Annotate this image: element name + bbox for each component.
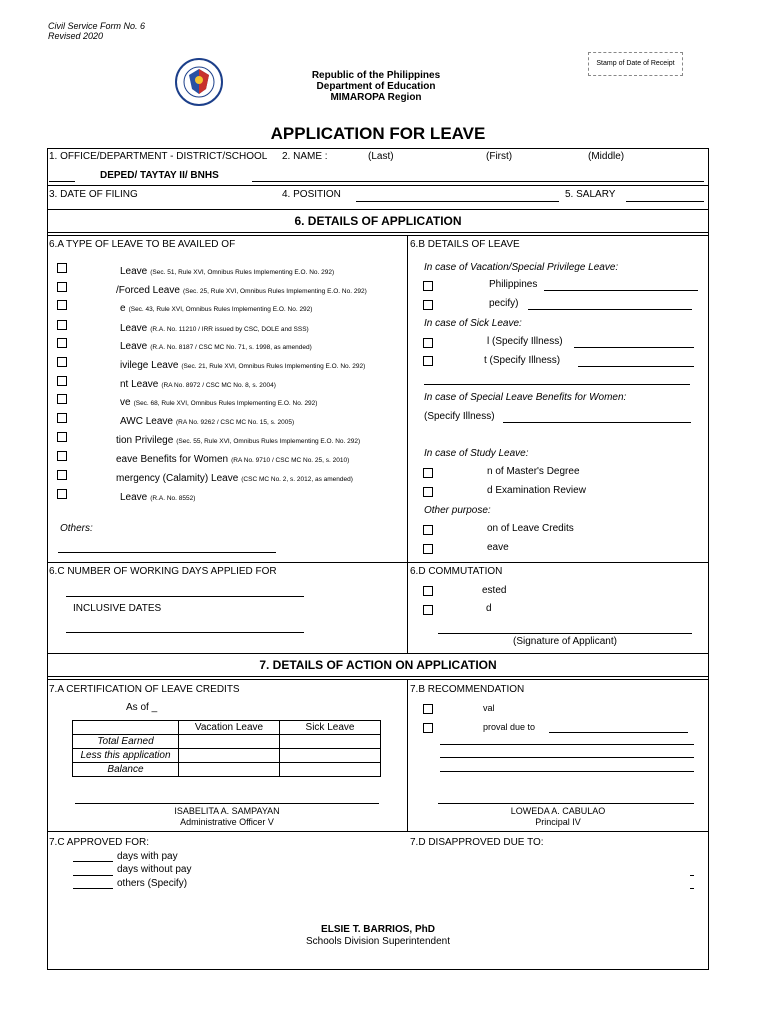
not-requested-checkbox[interactable] xyxy=(423,605,433,615)
6d-title: 6.D COMMUTATION xyxy=(410,566,503,577)
requested-label: ested xyxy=(482,585,507,596)
header-line1: Republic of the Philippines xyxy=(311,70,441,81)
leave-type-checkbox[interactable] xyxy=(57,376,67,386)
recommender-name: LOWEDA A. CABULAO xyxy=(510,806,606,816)
leave-type-reference: (Sec. 68, Rule XVI, Omnibus Rules Implementing E.O. No. 292) xyxy=(133,400,318,407)
table-cell[interactable] xyxy=(179,735,280,749)
column-divider xyxy=(407,235,408,653)
within-philippines-label: Philippines xyxy=(489,279,538,290)
terminal-leave-checkbox[interactable] xyxy=(423,544,433,554)
women-illness-label: (Specify Illness) xyxy=(424,411,495,422)
others-label: Others: xyxy=(60,523,93,534)
salary-underline[interactable] xyxy=(626,201,704,202)
leave-type-reference: (Sec. 25, Rule XVI, Omnibus Rules Implementing E.O. No. 292) xyxy=(182,288,367,295)
other-purpose-heading: Other purpose: xyxy=(424,505,491,516)
leave-type-reference: (R.A. No. 8187 / CSC MC No. 71, s. 1998, as amended) xyxy=(150,344,312,351)
leave-type-reference: (Sec. 21, Rule XVI, Omnibus Rules Implementing E.O. No. 292) xyxy=(181,363,366,370)
leave-type-reference: (RA No. 9262 / CSC MC No. 15, s. 2005) xyxy=(175,419,295,426)
underline[interactable] xyxy=(574,347,694,348)
leave-type-reference: (R.A. No. 8552) xyxy=(150,495,196,502)
inclusive-dates-label: INCLUSIVE DATES xyxy=(73,603,162,614)
days-without-pay-label: days without pay xyxy=(117,864,192,875)
masters-degree-checkbox[interactable] xyxy=(423,468,433,478)
table-row xyxy=(73,763,381,777)
out-patient-label: t (Specify Illness) xyxy=(484,355,561,366)
leave-type-checkbox[interactable] xyxy=(57,282,67,292)
study-heading: In case of Study Leave: xyxy=(424,448,529,459)
leave-type-label: mergency (Calamity) Leave xyxy=(116,473,239,484)
office-label: 1. OFFICE/DEPARTMENT - DISTRICT/SCHOOL xyxy=(49,151,268,162)
row-less-application: Less this application xyxy=(73,749,179,763)
col-vacation-leave: Vacation Leave xyxy=(179,721,280,735)
leave-type-item xyxy=(120,336,312,354)
divider xyxy=(47,679,709,680)
stamp-label: Stamp of Date of Receipt xyxy=(596,60,675,67)
7c-title: 7.C APPROVED FOR: xyxy=(49,837,150,848)
form-title: APPLICATION FOR LEAVE xyxy=(270,124,486,143)
agency-header xyxy=(276,70,476,103)
certifier-title: Administrative Officer V xyxy=(180,817,274,827)
leave-type-item xyxy=(120,411,294,429)
7d-title: 7.D DISAPPROVED DUE TO: xyxy=(410,837,544,848)
as-of-label: As of _ xyxy=(126,702,158,713)
for-disapproval-label: proval due to xyxy=(483,722,536,732)
leave-type-label: Leave xyxy=(120,492,148,503)
form-revision: Revised 2020 xyxy=(48,31,104,41)
name-label: 2. NAME : xyxy=(282,151,328,162)
leave-type-reference: (Sec. 51, Rule XVI, Omnibus Rules Implementing E.O. No. 292) xyxy=(150,269,335,276)
7b-title: 7.B RECOMMENDATION xyxy=(410,684,525,695)
within-philippines-checkbox[interactable] xyxy=(423,281,433,291)
office-underline xyxy=(49,181,75,182)
leave-type-item xyxy=(120,318,309,336)
header-line2: Department of Education xyxy=(316,81,436,92)
leave-type-item xyxy=(116,449,349,467)
stamp-box xyxy=(588,52,683,76)
divider xyxy=(47,831,709,832)
leave-type-checkbox[interactable] xyxy=(57,338,67,348)
others-underline[interactable] xyxy=(58,552,276,553)
days-with-pay-label: days with pay xyxy=(117,851,178,862)
leave-type-item xyxy=(120,261,334,279)
table-row xyxy=(73,735,381,749)
vacation-heading: In case of Vacation/Special Privilege Leave: xyxy=(424,262,619,273)
leave-credits-table xyxy=(72,720,381,777)
salary-label: 5. SALARY xyxy=(565,189,616,200)
form-number-line1: Civil Service Form No. 6 xyxy=(48,21,146,31)
certifier-name: ISABELITA A. SAMPAYAN xyxy=(174,806,280,816)
others-specify-label: others (Specify) xyxy=(117,878,188,889)
sick-heading: In case of Sick Leave: xyxy=(424,318,522,329)
recommender-title: Principal IV xyxy=(535,817,581,827)
underline[interactable] xyxy=(690,888,694,889)
superintendent-title: Schools Division Superintendent xyxy=(306,936,450,947)
recommender-block xyxy=(438,806,678,828)
divider xyxy=(47,209,709,210)
bar-review-label: d Examination Review xyxy=(487,485,586,496)
leave-type-checkbox[interactable] xyxy=(57,320,67,330)
for-disapproval-checkbox[interactable] xyxy=(423,723,433,733)
row-balance: Balance xyxy=(73,763,179,777)
table-cell[interactable] xyxy=(179,749,280,763)
leave-type-checkbox[interactable] xyxy=(57,357,67,367)
section-6-title: 6. DETAILS OF APPLICATION xyxy=(294,214,462,228)
recommender-signature-line[interactable] xyxy=(438,803,694,804)
leave-type-label: e xyxy=(120,303,126,314)
for-approval-label: val xyxy=(483,703,495,713)
certifier-block xyxy=(75,806,379,828)
days-with-pay-blank[interactable] xyxy=(73,861,113,862)
divider xyxy=(47,653,709,654)
inclusive-dates-underline[interactable] xyxy=(66,632,304,633)
leave-type-item xyxy=(120,374,276,392)
leave-type-reference: (RA No. 8972 / CSC MC No. 8, s. 2004) xyxy=(161,382,276,389)
underline[interactable] xyxy=(440,757,694,758)
table-cell[interactable] xyxy=(280,763,381,777)
women-heading: In case of Special Leave Benefits for Women: xyxy=(424,392,627,403)
days-without-pay-blank[interactable] xyxy=(73,875,113,876)
first-name-label: (First) xyxy=(486,151,513,162)
underline[interactable] xyxy=(578,366,694,367)
underline[interactable] xyxy=(503,422,691,423)
superintendent-name: ELSIE T. BARRIOS, PhD xyxy=(321,924,435,935)
position-underline[interactable] xyxy=(356,201,559,202)
certifier-signature-line[interactable] xyxy=(75,803,379,804)
leave-type-checkbox[interactable] xyxy=(57,413,67,423)
header-line3: MIMAROPA Region xyxy=(330,92,422,103)
column-divider xyxy=(407,679,408,831)
6b-title: 6.B DETAILS OF LEAVE xyxy=(410,239,520,250)
divider xyxy=(47,185,709,186)
6a-title: 6.A TYPE OF LEAVE TO BE AVAILED OF xyxy=(49,239,236,250)
signature-label: (Signature of Applicant) xyxy=(513,636,617,647)
leave-type-item xyxy=(116,430,360,448)
divider xyxy=(47,676,709,677)
leave-type-label: Leave xyxy=(120,341,148,352)
table-corner xyxy=(73,721,179,735)
leave-type-label: AWC Leave xyxy=(120,416,173,427)
7a-title: 7.A CERTIFICATION OF LEAVE CREDITS xyxy=(49,684,240,695)
underline[interactable] xyxy=(528,309,692,310)
leave-type-label: /Forced Leave xyxy=(116,285,180,296)
leave-type-reference: (RA No. 9710 / CSC MC No. 25, s. 2010) xyxy=(231,457,350,464)
leave-type-label: Leave xyxy=(120,323,148,334)
final-signatory xyxy=(48,924,708,948)
leave-type-label: tion Privilege xyxy=(116,435,174,446)
requested-checkbox[interactable] xyxy=(423,586,433,596)
table-cell[interactable] xyxy=(280,735,381,749)
leave-type-label: ve xyxy=(120,397,131,408)
leave-type-checkbox[interactable] xyxy=(57,451,67,461)
masters-degree-label: n of Master's Degree xyxy=(487,466,580,477)
6c-title: 6.C NUMBER OF WORKING DAYS APPLIED FOR xyxy=(49,566,277,577)
leave-type-item xyxy=(120,355,365,373)
middle-name-label: (Middle) xyxy=(588,151,625,162)
leave-type-checkbox[interactable] xyxy=(57,263,67,273)
in-hospital-checkbox[interactable] xyxy=(423,338,433,348)
table-header-row xyxy=(73,721,381,735)
underline[interactable] xyxy=(690,875,694,876)
position-label: 4. POSITION xyxy=(282,189,341,200)
divider xyxy=(47,562,709,563)
section-7-title: 7. DETAILS OF ACTION ON APPLICATION xyxy=(259,658,497,672)
row-total-earned: Total Earned xyxy=(73,735,179,749)
signature-underline[interactable] xyxy=(438,633,692,634)
terminal-leave-label: eave xyxy=(487,542,509,553)
leave-type-reference: (R.A. No. 11210 / IRR issued by CSC, DOLE and SSS) xyxy=(150,326,309,333)
leave-type-checkbox[interactable] xyxy=(57,394,67,404)
monetization-label: on of Leave Credits xyxy=(487,523,574,534)
leave-type-label: nt Leave xyxy=(120,379,159,390)
leave-type-label: ivilege Leave xyxy=(120,360,179,371)
underline[interactable] xyxy=(424,384,690,385)
leave-type-item xyxy=(116,280,367,298)
form-number xyxy=(48,21,145,41)
table-cell[interactable] xyxy=(280,749,381,763)
office-value[interactable]: DEPED/ TAYTAY II/ BNHS xyxy=(100,170,219,181)
divider xyxy=(47,232,709,233)
leave-type-item xyxy=(116,468,353,486)
others-blank[interactable] xyxy=(73,888,113,889)
table-row xyxy=(73,749,381,763)
underline[interactable] xyxy=(440,744,694,745)
col-sick-leave: Sick Leave xyxy=(280,721,381,735)
leave-type-item xyxy=(120,392,317,410)
leave-type-checkbox[interactable] xyxy=(57,300,67,310)
leave-type-checkbox[interactable] xyxy=(57,489,67,499)
deped-seal xyxy=(175,58,223,106)
underline[interactable] xyxy=(440,771,694,772)
leave-type-label: eave Benefits for Women xyxy=(116,454,229,465)
leave-type-reference: (Sec. 55, Rule XVI, Omnibus Rules Implementing E.O. No. 292) xyxy=(176,438,361,445)
out-patient-checkbox[interactable] xyxy=(423,356,433,366)
underline[interactable] xyxy=(544,290,698,291)
not-requested-label: d xyxy=(486,603,492,614)
leave-type-item xyxy=(120,487,195,505)
leave-type-checkbox[interactable] xyxy=(57,470,67,480)
name-underline[interactable] xyxy=(252,181,704,182)
leave-type-label: Leave xyxy=(120,266,148,277)
leave-type-item xyxy=(120,298,312,316)
table-cell[interactable] xyxy=(179,763,280,777)
divider xyxy=(47,235,709,236)
leave-type-checkbox[interactable] xyxy=(57,432,67,442)
leave-type-reference: (CSC MC No. 2, s. 2012, as amended) xyxy=(241,476,353,483)
bar-review-checkbox[interactable] xyxy=(423,487,433,497)
in-hospital-label: l (Specify Illness) xyxy=(487,336,563,347)
working-days-underline[interactable] xyxy=(66,596,304,597)
for-approval-checkbox[interactable] xyxy=(423,704,433,714)
monetization-checkbox[interactable] xyxy=(423,525,433,535)
last-name-label: (Last) xyxy=(368,151,394,162)
abroad-label: pecify) xyxy=(489,298,519,309)
underline[interactable] xyxy=(549,732,688,733)
leave-type-reference: (Sec. 43, Rule XVI, Omnibus Rules Implementing E.O. No. 292) xyxy=(128,306,313,313)
filing-label: 3. DATE OF FILING xyxy=(49,189,138,200)
abroad-checkbox[interactable] xyxy=(423,300,433,310)
